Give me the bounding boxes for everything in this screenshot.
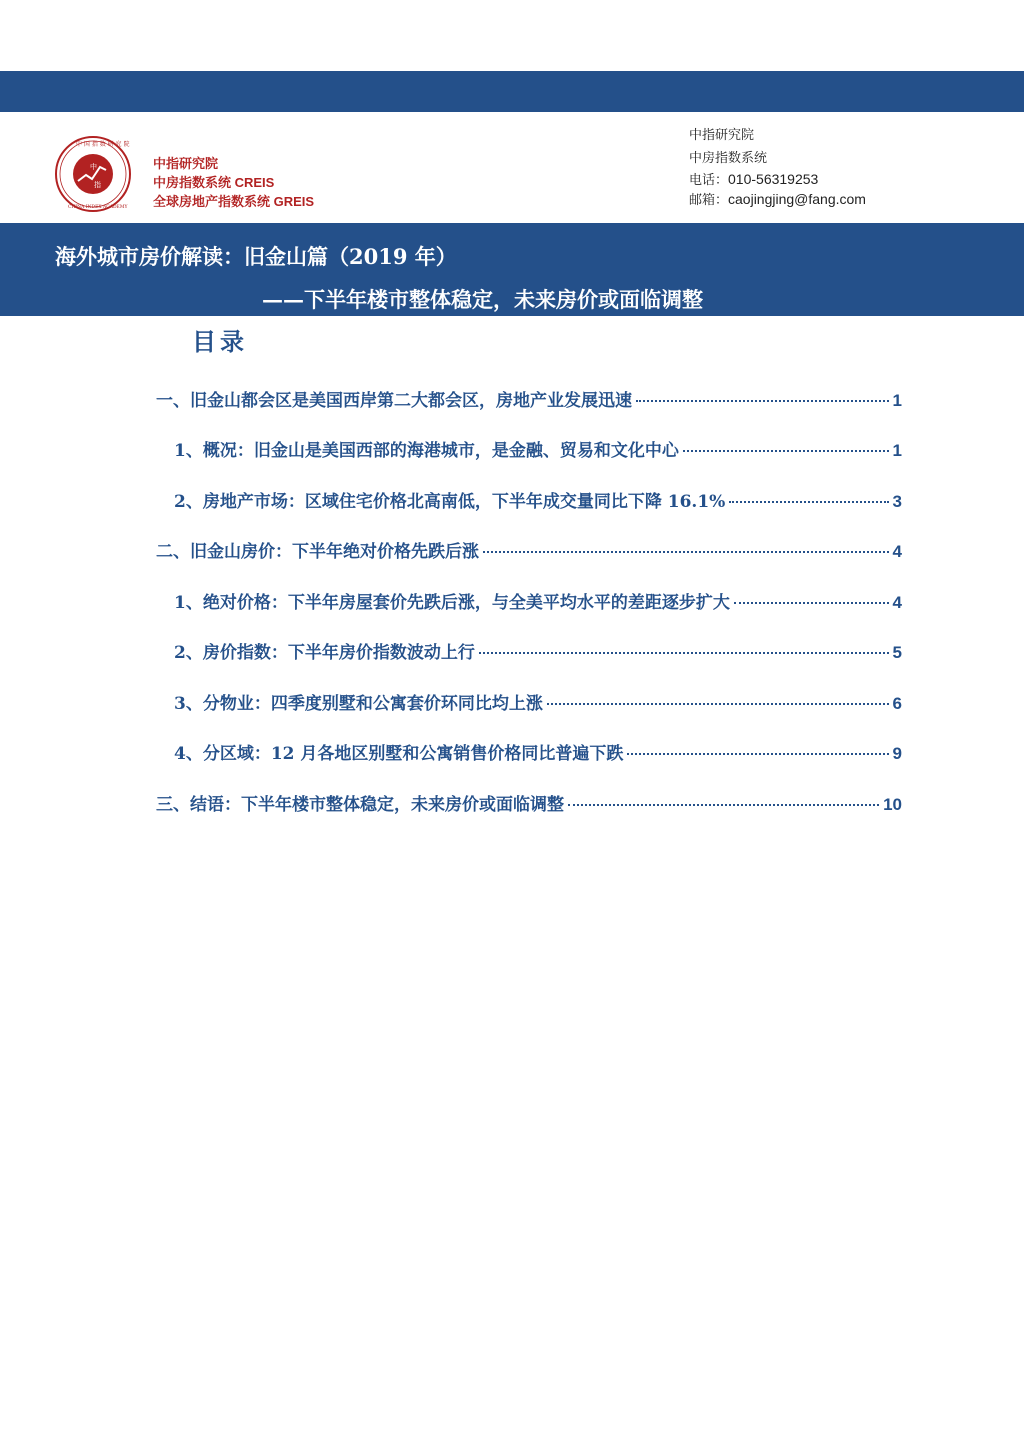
- toc-entry-text: 3、分物业：四季度别墅和公寓套价环同比均上涨: [174, 694, 543, 714]
- svg-text:指: 指: [94, 181, 101, 189]
- svg-text:中: 中: [90, 163, 97, 171]
- toc-entry[interactable]: [156, 537, 902, 563]
- phone-label: 电话：: [689, 173, 729, 188]
- toc-entry-text: 1、概况：旧金山是美国西部的海港城市，是金融、贸易和文化中心: [174, 441, 679, 461]
- toc-leader-dots: [479, 652, 889, 654]
- contact-line-system: 中房指数系统: [689, 151, 768, 166]
- toc-entry[interactable]: [174, 436, 902, 462]
- org-name-cia: 中指研究院: [153, 156, 219, 171]
- org-names: [153, 154, 314, 211]
- toc-page-number: 6: [892, 694, 902, 713]
- phone-value: 010-56319253: [728, 171, 819, 187]
- toc-entry-text: 2、房地产市场：区域住宅价格北高南低，下半年成交量同比下降 16.1%: [174, 492, 726, 512]
- svg-text:CHINA INDEX ACADEMY: CHINA INDEX ACADEMY: [68, 205, 128, 210]
- toc-entry[interactable]: [174, 588, 902, 614]
- email-label: 邮箱：: [689, 193, 729, 208]
- toc-entry-text: 一、旧金山都会区是美国西岸第二大都会区，房地产业发展迅速: [156, 391, 632, 411]
- toc-entry-text: 三、结语：下半年楼市整体稳定，未来房价或面临调整: [156, 795, 564, 815]
- toc-entry-text: 4、分区域：12 月各地区别墅和公寓销售价格同比普遍下跌: [174, 744, 624, 764]
- toc-page-number: 10: [883, 795, 902, 814]
- report-subtitle: ——下半年楼市整体稳定，未来房价或面临调整: [262, 287, 703, 312]
- toc-leader-dots: [729, 501, 888, 503]
- top-color-band: [0, 71, 1024, 112]
- report-title: 海外城市房价解读：旧金山篇（2019 年）: [55, 244, 457, 269]
- toc-page-number: 5: [892, 643, 902, 662]
- toc-entry-text: 1、绝对价格：下半年房屋套价先跌后涨，与全美平均水平的差距逐步扩大: [174, 593, 730, 613]
- toc-leader-dots: [568, 804, 879, 806]
- toc-entry[interactable]: [174, 739, 902, 765]
- toc-page-number: 1: [892, 391, 902, 410]
- toc-entry[interactable]: [174, 487, 902, 513]
- org-name-greis: 全球房地产指数系统 GREIS: [153, 194, 315, 209]
- toc-page-number: 9: [892, 744, 902, 763]
- toc-entry-text: 二、旧金山房价：下半年绝对价格先跌后涨: [156, 542, 479, 562]
- toc-heading: 目录: [192, 327, 248, 356]
- contact-email: [689, 189, 866, 208]
- toc-leader-dots: [683, 450, 889, 452]
- toc-leader-dots: [734, 602, 889, 604]
- toc-entry-text: 2、房价指数：下半年房价指数波动上行: [174, 643, 475, 663]
- contact-phone: [689, 169, 818, 188]
- toc-leader-dots: [483, 551, 889, 553]
- toc-leader-dots: [636, 400, 889, 402]
- toc-page-number: 3: [892, 492, 902, 511]
- contact-info: [676, 112, 926, 224]
- toc-entry[interactable]: [156, 790, 902, 816]
- toc-page-number: 4: [892, 593, 902, 612]
- svg-text:中 国 指 数 研 究 院: 中 国 指 数 研 究 院: [76, 141, 130, 148]
- toc-entry[interactable]: [174, 638, 902, 664]
- contact-line-org: 中指研究院: [689, 128, 755, 143]
- toc-page-number: 4: [892, 542, 902, 561]
- toc-entry[interactable]: [174, 689, 902, 715]
- email-link[interactable]: caojingjing@fang.com: [728, 191, 866, 207]
- toc-leader-dots: [627, 753, 888, 755]
- toc-page-number: 1: [892, 441, 902, 460]
- china-index-academy-logo: [54, 135, 132, 213]
- toc-leader-dots: [547, 703, 889, 705]
- toc-entry[interactable]: [156, 386, 902, 412]
- org-name-creis: 中房指数系统 CREIS: [153, 175, 275, 190]
